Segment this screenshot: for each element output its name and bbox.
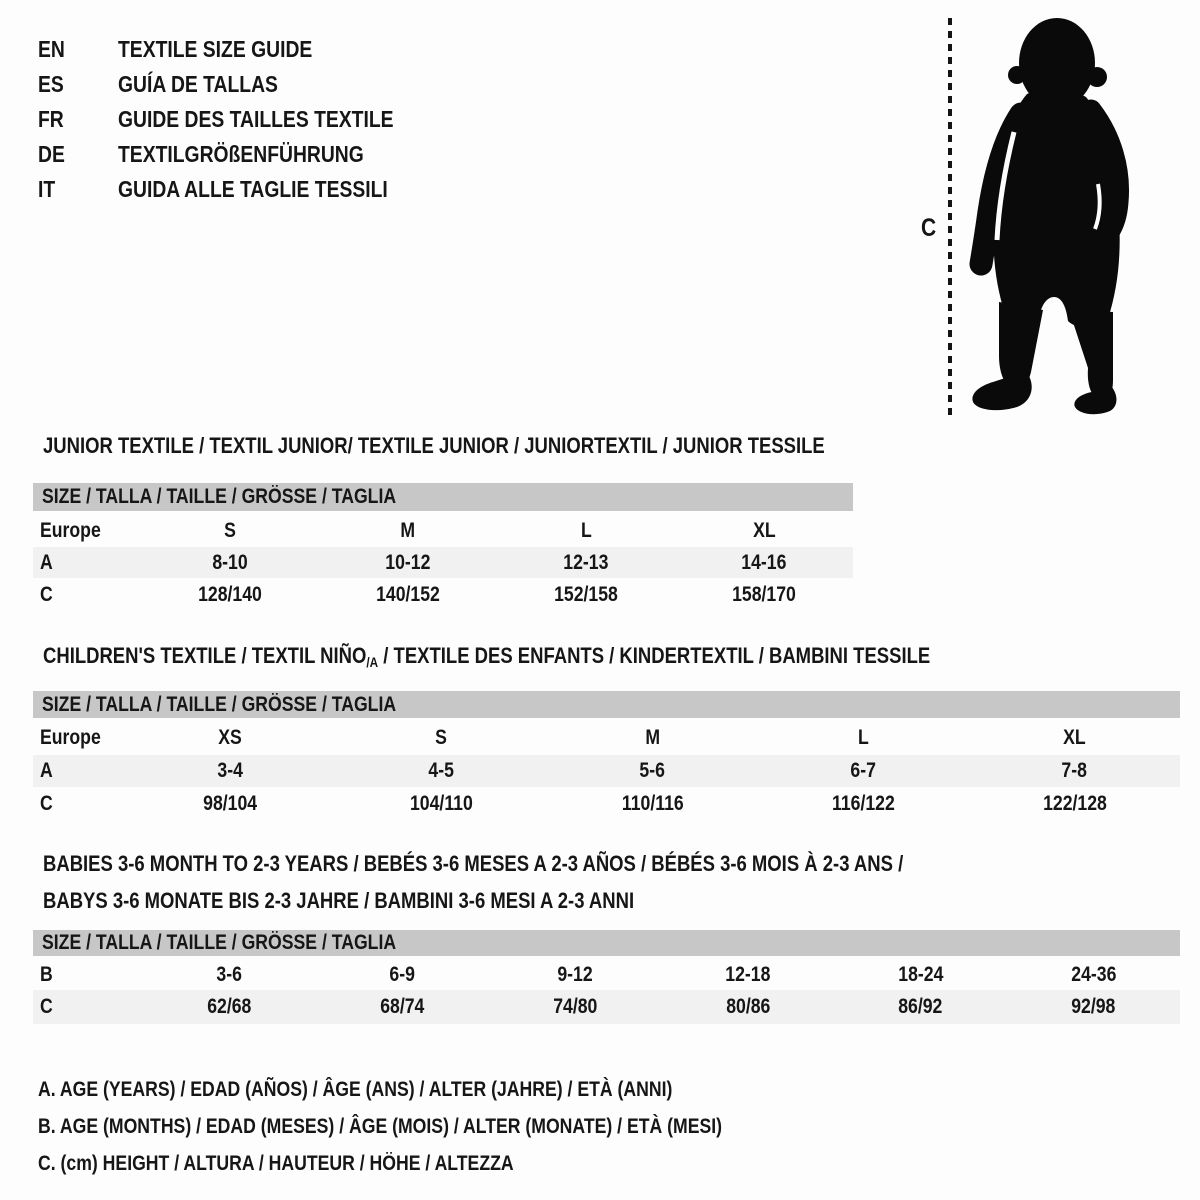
age-cell: 18-24 (898, 962, 944, 986)
size-header-bar: SIZE / TALLA / TAILLE / GRÖSSE / TAGLIA (33, 930, 1180, 956)
height-cell: 116/122 (832, 791, 895, 815)
lang-label: GUIDE DES TAILLES TEXTILE (118, 106, 394, 132)
table-row (33, 755, 1180, 787)
lang-code: IT (38, 176, 56, 202)
height-cell: 158/170 (732, 582, 796, 606)
age-cell: 5-6 (639, 759, 666, 782)
size-cell: S (435, 726, 448, 749)
size-cell: XL (1063, 726, 1086, 749)
row-label: C (40, 582, 53, 606)
toddler-silhouette-icon (965, 14, 1140, 419)
table-row (33, 990, 1180, 1024)
row-label: A (40, 759, 53, 782)
age-cell: 9-12 (557, 962, 593, 986)
height-cell: 86/92 (898, 995, 943, 1018)
children-size-table (33, 691, 1180, 820)
lang-code: EN (38, 36, 65, 62)
height-cell: 92/98 (1071, 995, 1116, 1018)
row-label: C (40, 995, 53, 1018)
babies-size-table (33, 930, 1180, 1024)
height-cell: 98/104 (203, 791, 258, 815)
legend-line-b: B. AGE (MONTHS) / EDAD (MESES) / ÂGE (MOIS) / ALTER (MONATE) / ETÀ (MESI) (38, 1114, 723, 1138)
size-header-bar: SIZE / TALLA / TAILLE / GRÖSSE / TAGLIA (33, 483, 853, 511)
babies-section-title: BABIES 3-6 MONTH TO 2-3 YEARS / BEBÉS 3-6 MESES A 2-3 AÑOS / BÉBÉS 3-6 MOIS À 2-3 ANS / BABYS 3-6 MONATE BIS 2-3 JAHRE / BAMBINI 3-6 MESI A 2-3 ANNI (43, 851, 904, 913)
language-title-list (38, 32, 446, 207)
size-cell: M (645, 726, 660, 749)
size-cell: S (224, 518, 236, 542)
junior-size-table (33, 483, 853, 611)
size-cell: L (858, 726, 869, 749)
height-cell: 140/152 (376, 582, 440, 606)
lang-code: ES (38, 71, 64, 97)
lang-row-en (38, 32, 446, 67)
junior-section-title: JUNIOR TEXTILE / TEXTIL JUNIOR/ TEXTILE JUNIOR / JUNIORTEXTIL / JUNIOR TESSILE (43, 433, 825, 458)
lang-label: TEXTILE SIZE GUIDE (118, 36, 313, 62)
lang-label: GUÍA DE TALLAS (118, 71, 278, 97)
row-label: C (40, 791, 53, 815)
age-cell: 10-12 (385, 550, 431, 574)
age-cell: 12-18 (725, 962, 771, 986)
size-cell: L (580, 518, 592, 542)
height-cell: 152/158 (554, 582, 618, 606)
height-cell: 68/74 (380, 995, 425, 1018)
lang-row-fr (38, 102, 446, 137)
age-cell: 7-8 (1061, 759, 1088, 782)
table-row (33, 514, 853, 547)
row-label: Europe (40, 726, 101, 749)
height-cell: 74/80 (552, 995, 598, 1018)
age-cell: 24-36 (1071, 962, 1117, 986)
lang-row-it (38, 172, 446, 207)
table-row (33, 787, 1180, 820)
height-cell: 104/110 (410, 791, 473, 815)
size-header-bar: SIZE / TALLA / TAILLE / GRÖSSE / TAGLIA (33, 691, 1180, 718)
lang-code: FR (38, 106, 64, 132)
legend (38, 1071, 852, 1182)
row-label: Europe (40, 518, 101, 542)
row-label: B (40, 962, 53, 986)
height-cell: 122/128 (1042, 791, 1107, 815)
age-cell: 14-16 (741, 550, 787, 574)
nino-a-subscript: /A (366, 654, 379, 670)
age-cell: 3-4 (217, 759, 244, 782)
age-cell: 6-7 (850, 759, 877, 782)
size-cell: XL (752, 518, 776, 542)
legend-line-a: A. AGE (YEARS) / EDAD (AÑOS) / ÂGE (ANS) / ALTER (JAHRE) / ETÀ (ANNI) (38, 1077, 673, 1101)
height-cell: 80/86 (725, 995, 770, 1018)
table-row (33, 959, 1180, 990)
lang-label: GUIDA ALLE TAGLIE TESSILI (118, 176, 388, 202)
height-cell: 110/116 (621, 791, 684, 815)
age-cell: 6-9 (389, 962, 415, 986)
age-cell: 12-13 (563, 550, 609, 574)
table-row (33, 547, 853, 578)
age-cell: 4-5 (428, 759, 455, 782)
lang-code: DE (38, 141, 65, 167)
height-label-c: C (921, 214, 937, 242)
children-section-title: CHILDREN'S TEXTILE / TEXTIL $NIÑO_{/A}$ / TEXTILE DES ENFANTS / KINDERTEXTIL / BAMBINI TESSILE (43, 643, 931, 670)
size-cell: XS (218, 726, 243, 749)
row-label: A (40, 550, 53, 574)
size-cell: M (400, 518, 416, 542)
height-cell: 62/68 (207, 995, 252, 1018)
table-row (33, 721, 1180, 755)
lang-label: TEXTILGRÖßENFÜHRUNG (118, 141, 364, 167)
age-cell: 3-6 (216, 962, 243, 986)
legend-line-c: C. (cm) HEIGHT / ALTURA / HAUTEUR / HÖHE / ALTEZZA (38, 1151, 514, 1175)
age-cell: 8-10 (212, 550, 248, 574)
height-dashed-line (948, 18, 952, 416)
height-cell: 128/140 (198, 582, 262, 606)
lang-row-es (38, 67, 446, 102)
lang-row-de (38, 137, 446, 172)
table-row (33, 578, 853, 611)
